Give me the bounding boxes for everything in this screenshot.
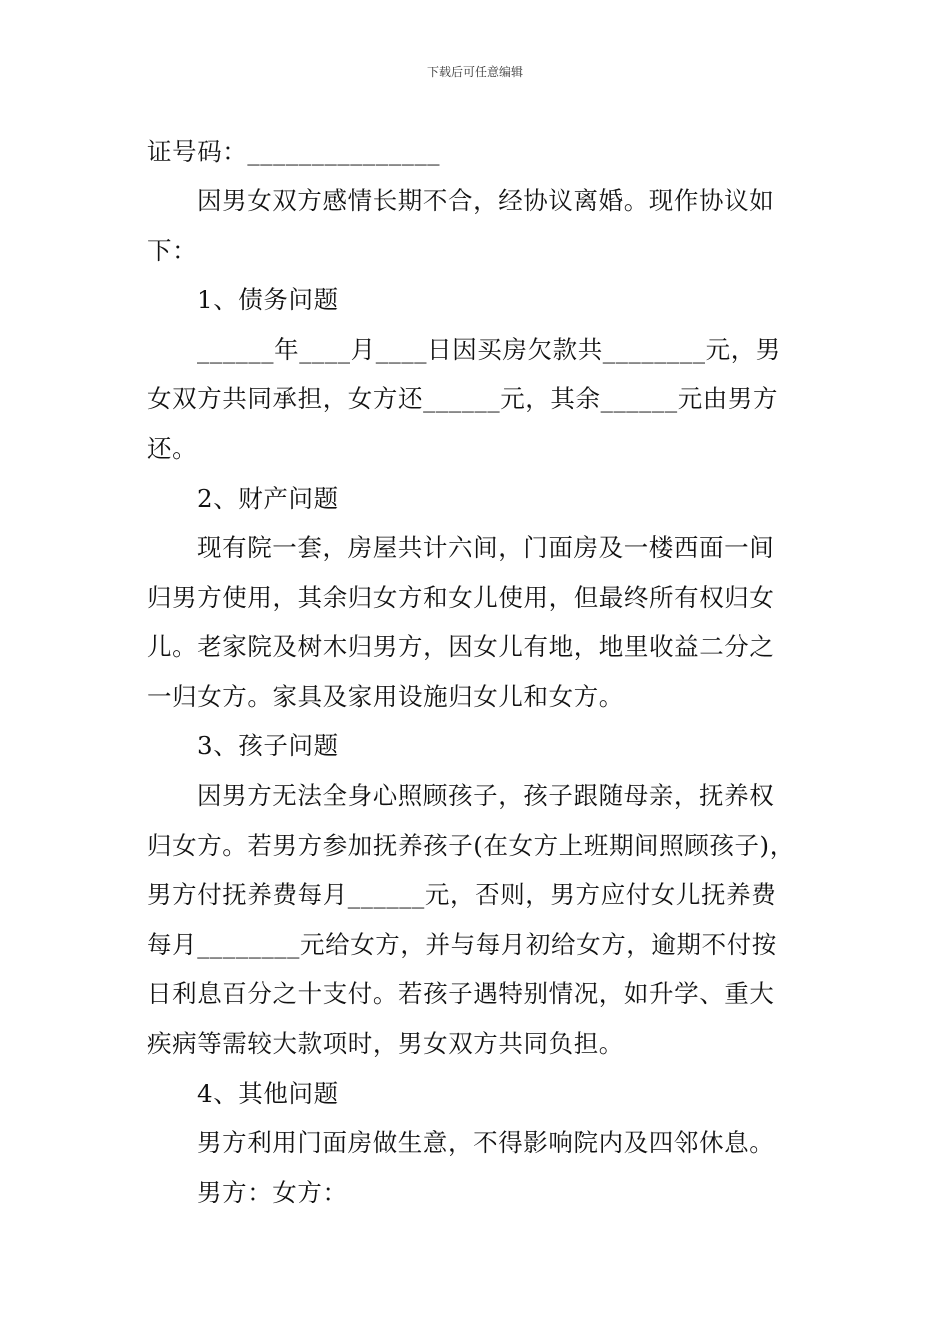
debt-paragraph-line: 女双方共同承担，女方还______元，其余______元由男方 [147,384,779,413]
children-paragraph-line: 男方付抚养费每月______元，否则，男方应付女儿抚养费 [147,880,777,909]
section-heading-property: 2、财产问题 [197,484,339,513]
children-paragraph-line: 每月________元给女方，并与每月初给女方，逾期不付按 [147,930,777,959]
section-heading-debt: 1、债务问题 [197,285,339,314]
signature-line: 男方：女方： [197,1178,348,1207]
children-paragraph-line: 因男方无法全身心照顾孩子，孩子跟随母亲，抚养权 [197,781,775,810]
children-paragraph-line: 日利息百分之十支付。若孩子遇特别情况，如升学、重大 [147,979,775,1008]
other-paragraph-line: 男方利用门面房做生意，不得影响院内及四邻休息。 [197,1128,775,1157]
property-paragraph-line: 现有院一套，房屋共计六间，门面房及一楼西面一间 [197,533,775,562]
section-heading-children: 3、孩子问题 [197,731,339,760]
debt-paragraph-line: ______年____月____日因买房欠款共________元，男 [197,335,781,364]
children-paragraph-line: 疾病等需较大款项时，男女双方共同负担。 [147,1029,624,1058]
property-paragraph-line: 归男方使用，其余归女方和女儿使用，但最终所有权归女 [147,583,775,612]
property-paragraph-line: 儿。老家院及树木归男方，因女儿有地，地里收益二分之 [147,632,775,661]
intro-paragraph-line: 因男女双方感情长期不合，经协议离婚。现作协议如 [197,186,775,215]
property-paragraph-line: 一归女方。家具及家用设施归女儿和女方。 [147,682,624,711]
intro-paragraph-line: 下： [147,236,198,265]
debt-paragraph-line: 还。 [147,434,198,463]
section-heading-other: 4、其他问题 [197,1079,339,1108]
children-paragraph-line: 归女方。若男方参加抚养孩子(在女方上班期间照顾孩子)， [147,831,795,860]
page-header-note: 下载后可任意编辑 [426,65,523,79]
id-number-line: 证号码：_______________ [147,137,441,166]
